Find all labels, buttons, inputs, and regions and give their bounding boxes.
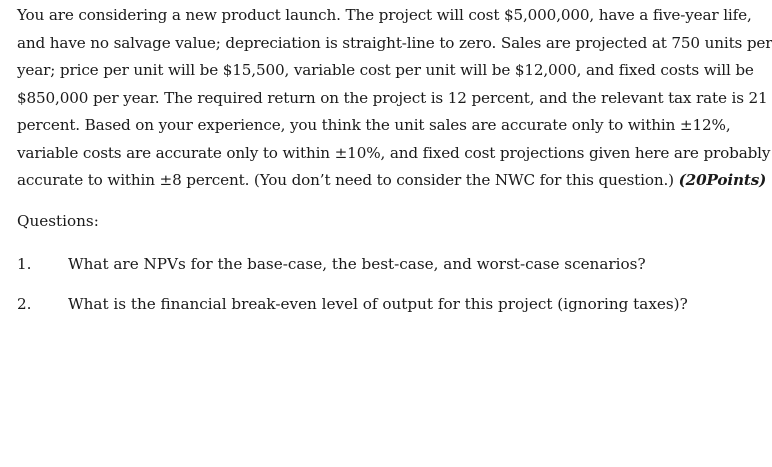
problem-line: $850,000 per year. The required return on the project is 12 percent, and the relevant tax rate is 21 bbox=[17, 88, 768, 107]
problem-paragraph bbox=[17, 2, 772, 195]
question-text: What is the financial break-even level of output for this project (ignoring taxes)? bbox=[68, 295, 688, 313]
problem-line: and have no salvage value; depreciation is straight-line to zero. Sales are projected at 750 units per bbox=[17, 33, 772, 52]
problem-line-last bbox=[17, 167, 767, 195]
points-label: (20Points) bbox=[678, 171, 767, 189]
questions-heading: Questions: bbox=[17, 212, 99, 230]
problem-line: variable costs are accurate only to within ±10%, and fixed cost projections given here are probably bbox=[17, 143, 771, 162]
question-text: What are NPVs for the base-case, the best-case, and worst-case scenarios? bbox=[68, 255, 646, 273]
problem-line-text: accurate to within ±8 percent. (You don’t need to consider the NWC for this question.) bbox=[17, 171, 674, 189]
problem-line: year; price per unit will be $15,500, variable cost per unit will be $12,000, and fixed costs will be bbox=[17, 61, 754, 79]
question-number: 1. bbox=[17, 255, 32, 273]
problem-line: percent. Based on your experience, you think the unit sales are accurate only to within ±12%, bbox=[17, 116, 731, 134]
question-number: 2. bbox=[17, 295, 32, 313]
problem-line: You are considering a new product launch. The project will cost $5,000,000, have a five-year life, bbox=[17, 6, 752, 24]
